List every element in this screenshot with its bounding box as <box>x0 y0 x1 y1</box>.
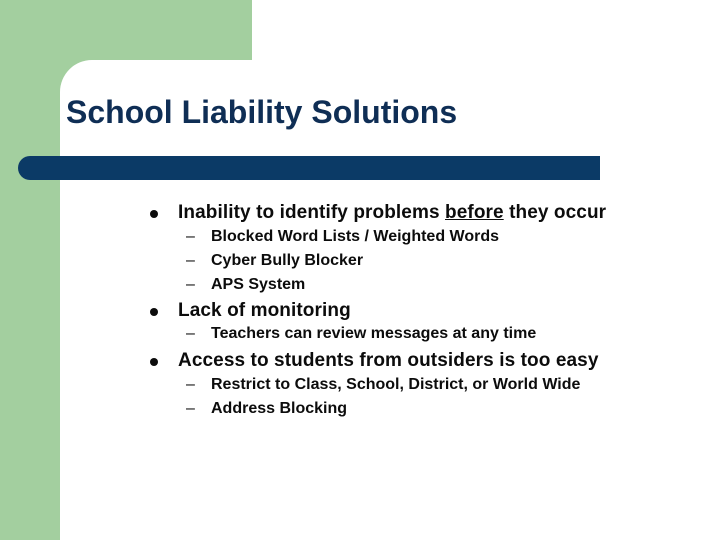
sub-item-text: APS System <box>211 276 306 293</box>
bullet-text: Lack of monitoring <box>178 300 351 321</box>
dash-marker: – <box>186 400 195 417</box>
bullet-text-part: Inability to identify problems <box>178 202 446 223</box>
bullet-text-underlined: before <box>445 202 504 223</box>
bullet-text <box>178 202 606 224</box>
sub-item-text: Address Blocking <box>211 400 348 417</box>
dash-marker: – <box>186 276 195 293</box>
sub-item-text: Teachers can review messages at any time <box>211 325 537 342</box>
bullet-dot-icon <box>150 358 158 366</box>
bullet-dot-icon <box>150 308 158 316</box>
bullet-dot-icon <box>150 210 158 218</box>
dash-marker: – <box>186 376 195 393</box>
sub-item-text: Restrict to Class, School, District, or World Wide <box>211 376 581 393</box>
dash-marker: – <box>186 325 195 342</box>
sub-item-text: Blocked Word Lists / Weighted Words <box>211 228 500 245</box>
dash-marker: – <box>186 228 195 245</box>
slide-title: School Liability Solutions <box>66 94 458 130</box>
bullet-text: Access to students from outsiders is too easy <box>178 350 599 371</box>
dash-marker: – <box>186 252 195 269</box>
sub-item-text: Cyber Bully Blocker <box>211 252 364 269</box>
bullet-text-part: they occur <box>503 202 607 223</box>
